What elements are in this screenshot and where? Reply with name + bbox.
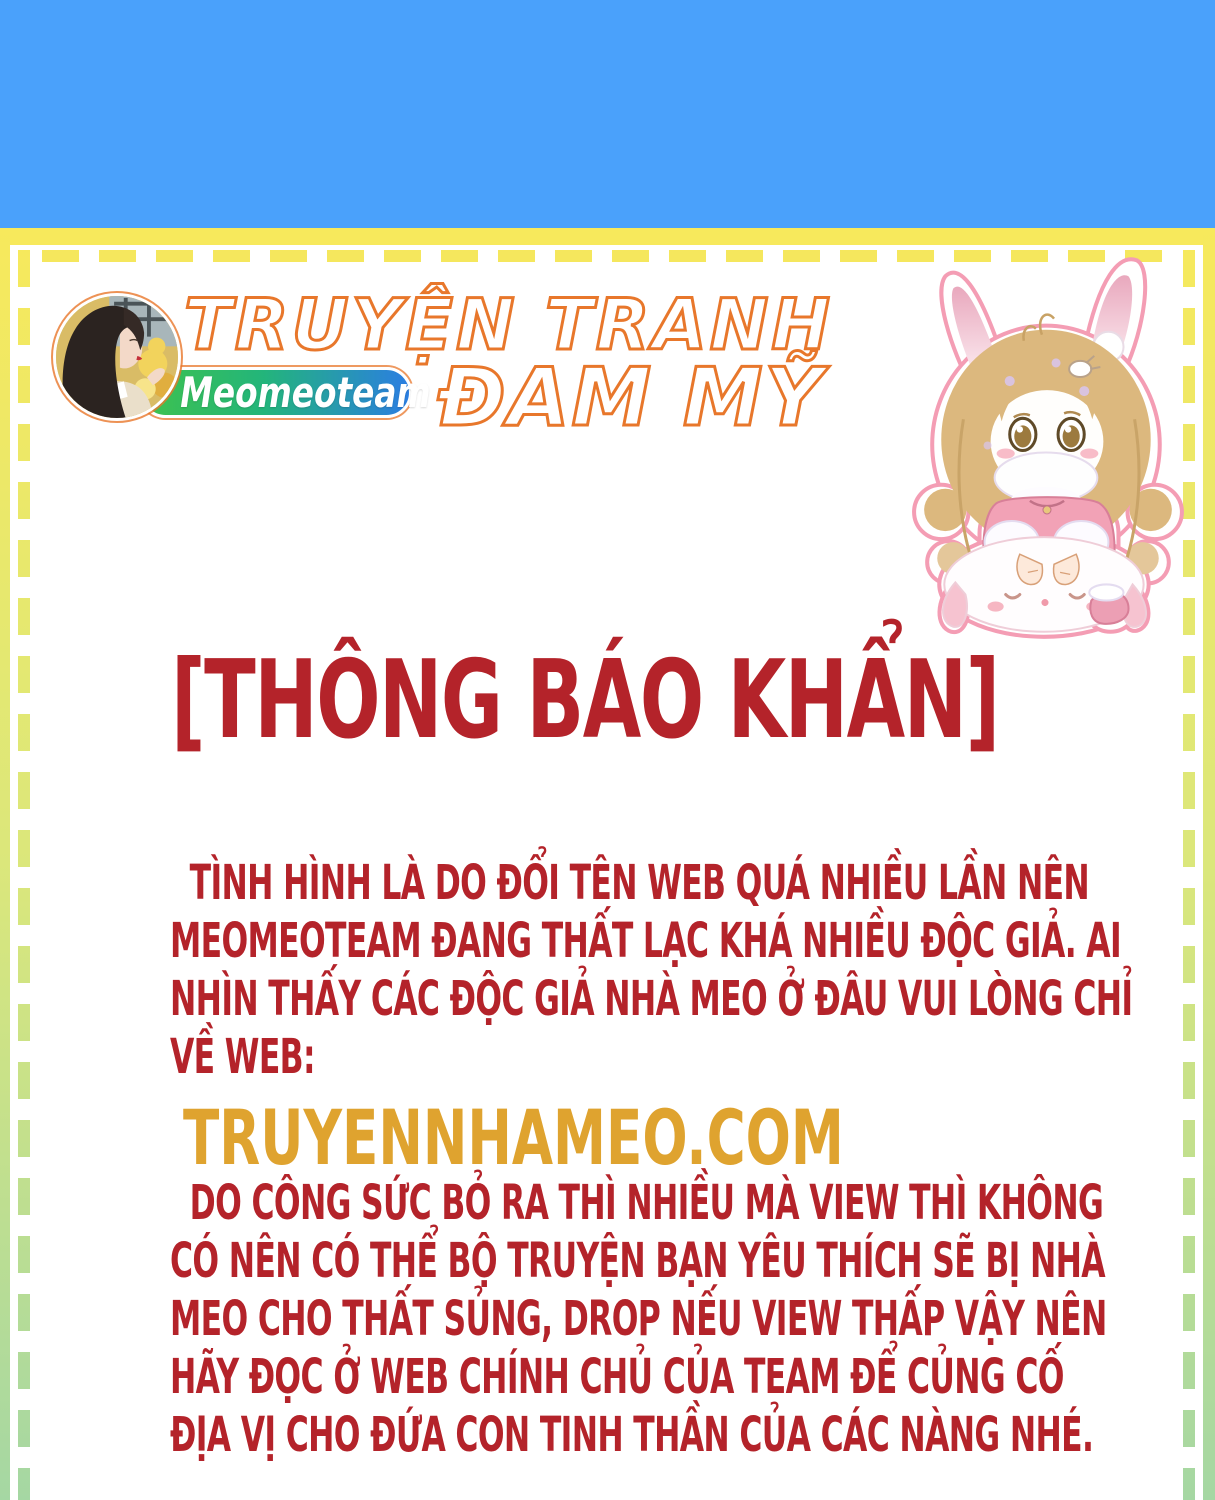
pink-boot bbox=[1089, 584, 1128, 623]
team-badge bbox=[140, 367, 431, 418]
announcement-line: VỀ WEB: bbox=[170, 1029, 315, 1085]
announcement-paragraph-2 bbox=[170, 1174, 1107, 1464]
announcement-line: TÌNH HÌNH LÀ DO ĐỔI TÊN WEB QUÁ NHIỀU LẦN NÊN bbox=[189, 855, 1090, 911]
mascot-chibi-illustration bbox=[903, 248, 1195, 646]
announcement-line: ĐỊA VỊ CHO ĐỨA CON TINH THẦN CỦA CÁC NÀNG NHÉ. bbox=[170, 1407, 1094, 1463]
team-avatar bbox=[53, 293, 181, 421]
announcement-line: HÃY ĐỌC Ở WEB CHÍNH CHỦ CỦA TEAM ĐỂ CỦNG CỐ bbox=[170, 1349, 1064, 1405]
announcement-line: MEOMEOTEAM ĐANG THẤT LẠC KHÁ NHIỀU ĐỘC GIẢ. AI bbox=[170, 913, 1122, 969]
team-avatar-photo bbox=[56, 296, 178, 418]
top-blue-band bbox=[0, 0, 1215, 228]
logo-headline-line2: ĐAM MỸ bbox=[438, 351, 825, 444]
announcement-paragraph-1 bbox=[170, 854, 1133, 1086]
announcement-line: MEO CHO THẤT SỦNG, DROP NẾU VIEW THẤP VẬY NÊN bbox=[170, 1291, 1107, 1347]
team-badge-label: Meomeoteam bbox=[179, 367, 431, 417]
website-url: TRUYENNHAMEO.COM bbox=[183, 1093, 844, 1182]
logo-headline-line1: TRUYỆN TRANH bbox=[184, 284, 833, 366]
announcement-title: [THÔNG BÁO KHẨN] bbox=[171, 638, 999, 763]
announcement-line: DO CÔNG SỨC BỎ RA THÌ NHIỀU MÀ VIEW THÌ KHÔNG bbox=[189, 1175, 1104, 1231]
announcement-line: CÓ NÊN CÓ THỂ BỘ TRUYỆN BẠN YÊU THÍCH SẼ BỊ NHÀ bbox=[170, 1233, 1105, 1289]
announcement-line: NHÌN THẤY CÁC ĐỘC GIẢ NHÀ MEO Ở ĐÂU VUI LÒNG CHỈ bbox=[170, 971, 1133, 1027]
